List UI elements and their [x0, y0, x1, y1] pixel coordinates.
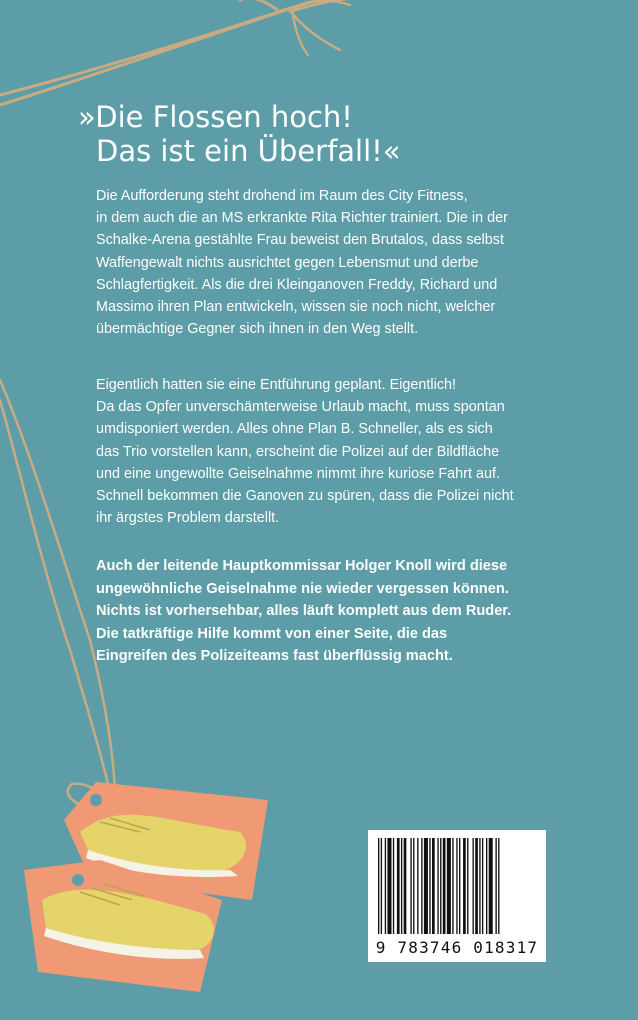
barcode-bar [397, 838, 400, 934]
barcode-bar [482, 838, 483, 934]
blurb-line: Schlagfertigkeit. Als die drei Kleinganoven Freddy, Richard und [96, 276, 498, 293]
blurb-line: und eine ungewollte Geiselnahme nimmt ihre kuriose Fahrt auf. [96, 465, 500, 482]
barcode-bar [393, 838, 394, 934]
barcode-bars [368, 830, 546, 940]
barcode-bar [443, 838, 446, 934]
blurb-line: Die Aufforderung steht drohend im Raum des City Fitness, [96, 188, 468, 204]
barcode-bar [413, 838, 414, 934]
blurb-line: ihr ärgstes Problem darstellt. [96, 510, 280, 527]
blurb-line: Schnell bekommen die Ganoven zu spüren, dass die Polizei nicht [96, 488, 514, 505]
blurb-line: Nichts ist vorhersehbar, alles läuft komplett aus dem Ruder. [96, 603, 512, 619]
blurb-paragraph-2 [96, 374, 596, 529]
blurb-line: Da das Opfer unverschämterweise Urlaub macht, muss spontan [96, 399, 505, 416]
blurb-line: Schalke-Arena gestählte Frau beweist den Brutalos, dass selbst [96, 232, 504, 249]
barcode-bar [417, 838, 418, 934]
barcode-bar [475, 838, 478, 934]
barcode-bar [452, 838, 453, 934]
twine-bow-top [0, 0, 395, 105]
blurb-paragraph-bold [96, 555, 596, 668]
barcode-bar [473, 838, 474, 934]
blurb-line: umdisponiert werden. Alles ohne Plan B. Schneller, als es sich [96, 421, 493, 438]
barcode-bar [401, 838, 402, 934]
blurb-paragraph-1 [96, 185, 596, 340]
blurb-line: in dem auch die an MS erkrankte Rita Richter trainiert. Die in der [96, 210, 508, 227]
barcode-bar [421, 838, 422, 934]
barcode-bar [385, 838, 386, 934]
blurb-line: ungewöhnliche Geiselnahme nie wieder vergessen können. [96, 580, 509, 597]
barcode-bar [463, 838, 466, 934]
blurb-line: Waffengewalt nichts ausrichtet gegen Lebensmut und derbe [96, 254, 479, 271]
barcode-bar [495, 838, 496, 934]
barcode-bar [424, 838, 428, 934]
blurb-line: das Trio vorstellen kann, erscheint die Polizei auf der Bildfläche [96, 443, 500, 460]
barcode-bar [381, 838, 382, 934]
barcode-bar [404, 838, 407, 934]
barcode-bar [489, 838, 493, 934]
headline-quote [78, 100, 401, 168]
blurb-line: Auch der leitende Hauptkommissar Holger Knoll wird diese [96, 558, 508, 574]
barcode-bar [440, 838, 441, 934]
headline-line-2: Das ist ein Überfall!« [96, 134, 401, 168]
isbn-digits: 9 783746 018317 [375, 938, 539, 957]
barcode-bar [498, 838, 499, 934]
blurb-line: Eingreifen des Polizeiteams fast überflüssig macht. [96, 648, 453, 664]
blurb-line: Massimo ihren Plan entwickeln, wissen sie noch nicht, welcher [96, 299, 496, 316]
barcode-bar [387, 838, 391, 934]
barcode-bar [432, 838, 435, 934]
barcode-bar [429, 838, 430, 934]
barcode-bar [486, 838, 487, 934]
headline-line-1: »Die Flossen hoch! [78, 100, 353, 134]
blurb-line: Die tatkräftige Hilfe kommt von einer Seite, die das [96, 625, 448, 642]
blurb-line: Eigentlich hatten sie eine Entführung geplant. Eigentlich! [96, 377, 457, 393]
barcode-bar [467, 838, 468, 934]
barcode-bar [479, 838, 480, 934]
barcode-bar [410, 838, 411, 934]
isbn-barcode [368, 830, 546, 962]
barcode-bar [437, 838, 438, 934]
barcode-bar [378, 838, 379, 934]
blurb-line: übermächtige Gegner sich ihnen in den Weg stellt. [96, 321, 419, 338]
barcode-bar [456, 838, 457, 934]
barcode-bar [447, 838, 451, 934]
barcode-bar [459, 838, 460, 934]
